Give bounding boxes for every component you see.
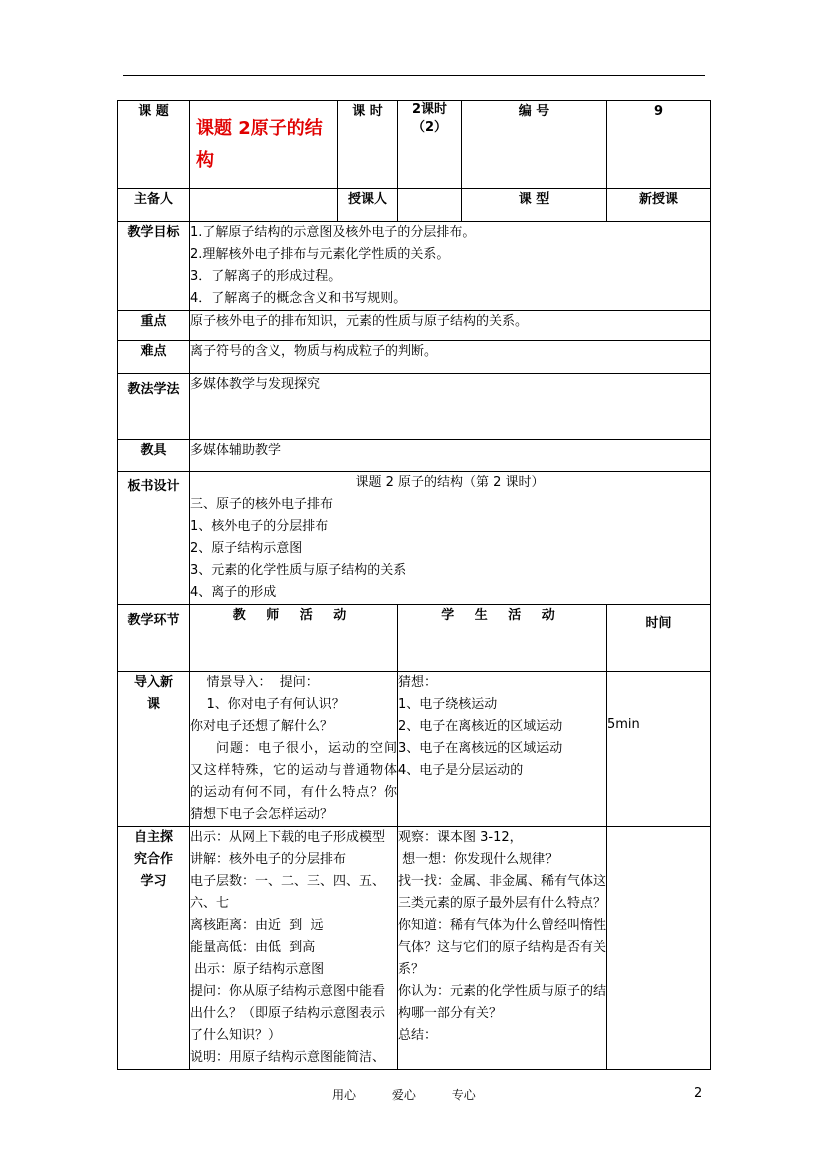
key-point-label: 重点 [118, 311, 190, 341]
explore-student-line: 找一找：金属、非金属、稀有气体这三类元素的原子最外层有什么特点？ [398, 874, 607, 911]
intro-teacher-line: 情景导入： 提问： [190, 675, 319, 690]
difficulty-text: 离子符号的含义，物质与构成粒子的判断。 [190, 341, 711, 374]
explore-teacher-line: 出示：从网上下载的电子形成模型 讲解：核外电子的分层排布 [190, 830, 386, 867]
preparer-label: 主备人 [118, 189, 190, 222]
intro-student-line: 4、电子是分层运动的 [398, 763, 524, 778]
board-line: 2、原子结构示意图 [190, 541, 303, 556]
footer-motto [332, 1086, 508, 1103]
explore-teacher-line: 提问：你从原子结构示意图中能看出什么？（即原子结构示意图表示了什么知识？） [190, 984, 386, 1043]
intro-student [398, 672, 607, 827]
footer-word: 专心 [451, 1088, 476, 1102]
stage-label: 教学环节 [118, 605, 190, 672]
row-board [118, 472, 711, 605]
board-label: 板书设计 [118, 472, 190, 605]
topic-label: 课 题 [118, 101, 190, 189]
intro-teacher [190, 672, 398, 827]
intro-student-line: 3、电子在离核远的区域运动 [398, 741, 563, 756]
objectives-content [190, 222, 711, 311]
intro-time: 5min [607, 672, 711, 827]
intro-label: 导入新课 [118, 672, 190, 827]
method-text: 多媒体教学与发现探究 [190, 374, 711, 440]
intro-student-line: 2、电子在离核近的区域运动 [398, 719, 563, 734]
row-key-point [118, 311, 711, 341]
number-label: 编 号 [462, 101, 607, 189]
board-content [190, 472, 711, 605]
row-intro [118, 672, 711, 827]
row-difficulty [118, 341, 711, 374]
time-header: 时间 [607, 605, 711, 672]
board-line: 三、原子的核外电子排布 [190, 497, 334, 512]
explore-student-line: 你知道：稀有气体为什么曾经叫惰性气体？这与它们的原子结构是否有关系？ [398, 918, 607, 977]
header-rule [123, 75, 705, 76]
topic-title: 课题 2原子的结构 [196, 117, 323, 171]
explore-student-line: 总结： [398, 1028, 438, 1043]
student-activity-header: 学 生 活 动 [398, 605, 607, 672]
row-staff [118, 189, 711, 222]
explore-teacher [190, 827, 398, 1070]
explore-student-line: 你认为：元素的化学性质与原子的结构哪一部分有关？ [398, 984, 607, 1021]
explore-student-line: 观察：课本图 3-12， [398, 830, 523, 845]
intro-teacher-line: 1、你对电子有何认识？ [190, 697, 345, 712]
explore-teacher-line: 说明：用原子结构示意图能简洁、 [190, 1050, 386, 1065]
teacher-value [398, 189, 462, 222]
type-value: 新授课 [607, 189, 711, 222]
board-title: 课题 2 原子的结构（第 2 课时） [355, 475, 545, 490]
explore-label: 自主探究合作学习 [118, 827, 190, 1070]
row-tools [118, 440, 711, 472]
board-line: 1、核外电子的分层排布 [190, 519, 329, 534]
footer-word: 爱心 [391, 1088, 416, 1102]
explore-teacher-line: 电子层数：一、二、三、四、五、六、七 [190, 874, 386, 911]
board-line: 4、离子的形成 [190, 585, 277, 600]
explore-teacher-line: 能量高低：由低 到高 [190, 940, 316, 955]
explore-teacher-line: 出示：原子结构示意图 [190, 962, 325, 977]
row-activity-header [118, 605, 711, 672]
tools-label: 教具 [118, 440, 190, 472]
objectives-label: 教学目标 [118, 222, 190, 311]
objective-item: 1.了解原子结构的示意图及核外电子的分层排布。 [190, 225, 476, 240]
tools-text: 多媒体辅助教学 [190, 440, 711, 472]
intro-teacher-line: 你对电子还想了解什么？ [190, 719, 334, 734]
intro-student-line: 猜想： [398, 675, 438, 690]
difficulty-label: 难点 [118, 341, 190, 374]
row-objectives [118, 222, 711, 311]
intro-student-line: 1、电子绕核运动 [398, 697, 498, 712]
explore-teacher-line: 离核距离：由近 到 远 [190, 918, 324, 933]
row-explore [118, 827, 711, 1070]
lesson-plan-table [117, 100, 711, 1070]
period-value: 2课时 （2） [398, 101, 462, 189]
explore-time [607, 827, 711, 1070]
objective-item: 3．了解离子的形成过程。 [190, 269, 342, 284]
method-label: 教法学法 [118, 374, 190, 440]
row-method [118, 374, 711, 440]
board-line: 3、元素的化学性质与原子结构的关系 [190, 563, 407, 578]
teacher-label: 授课人 [338, 189, 398, 222]
footer-word: 用心 [332, 1088, 357, 1102]
type-label: 课 型 [462, 189, 607, 222]
explore-student-line: 想一想：你发现什么规律？ [398, 852, 559, 867]
explore-student [398, 827, 607, 1070]
topic-title-cell [190, 101, 338, 189]
preparer-value [190, 189, 338, 222]
teacher-activity-header: 教 师 活 动 [190, 605, 398, 672]
key-point-text: 原子核外电子的排布知识，元素的性质与原子结构的关系。 [190, 311, 711, 341]
objective-item: 4．了解离子的概念含义和书写规则。 [190, 291, 407, 306]
intro-teacher-line: 问题：电子很小，运动的空间又这样特殊，它的运动与普通物体的运动有何不同，有什么特点？你猜想下电子会怎样运动？ [190, 741, 397, 822]
period-label: 课 时 [338, 101, 398, 189]
objective-item: 2.理解核外电子排布与元素化学性质的关系。 [190, 247, 450, 262]
row-topic [118, 101, 711, 189]
page-number: 2 [694, 1086, 703, 1101]
number-value: 9 [607, 101, 711, 189]
